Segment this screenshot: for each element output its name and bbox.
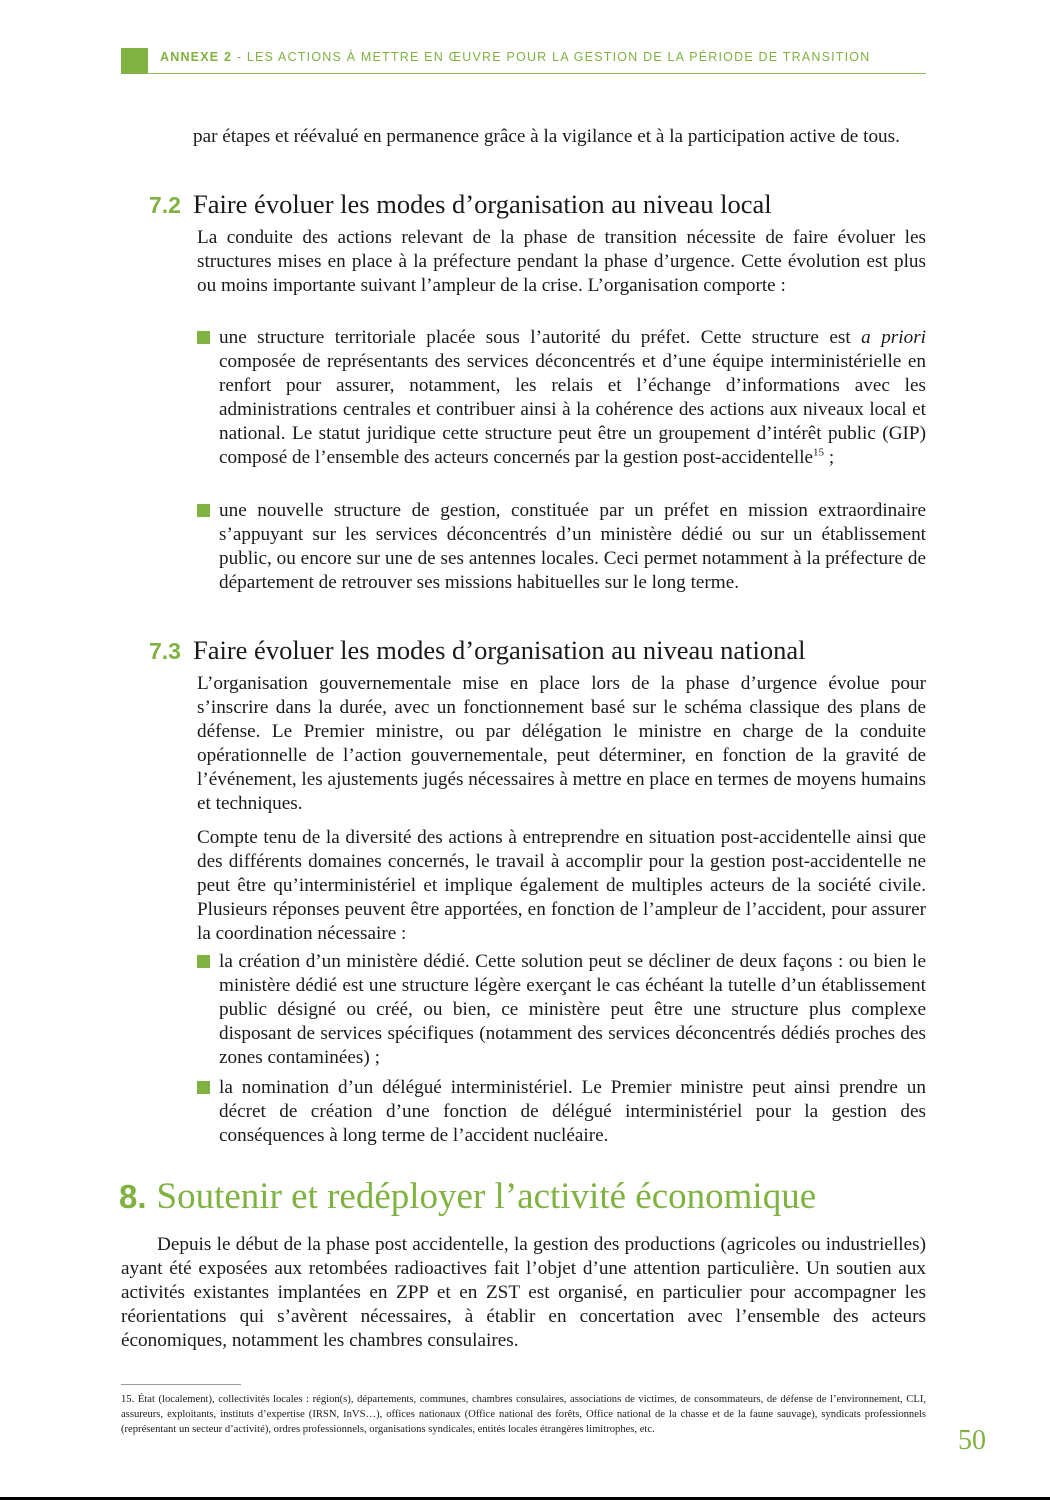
paragraph: Depuis le début de la phase post accidentelle, la gestion des productions (agricoles ou industrielles) ayant été exposées aux retombées radioactives fait l’objet d’une attention particulière. Un soutien aux activités existantes implantées en ZPP et en ZST est organisé, en particulier pour accompagner les réorientations qui s’avèrent nécessaires, à établir en concertation avec l’ensemble des acteurs économiques, notamment les chambres consulaires. — [121, 1234, 926, 1351]
paragraph: Compte tenu de la diversité des actions à entreprendre en situation post-accidentelle ainsi que des différents domaines concernés, le travail à accomplir pour la gestion post-accidentelle ne peut être qu’interministériel et implique également de multiples acteurs de la société civile. Plusieurs réponses peuvent être apportées, en fonction de l’ampleur de l’accident, pour assurer la coordination nécessaire : — [197, 827, 926, 944]
paragraph: L’organisation gouvernementale mise en place lors de la phase d’urgence évolue pour s’inscrire dans la durée, avec un fonctionnement basé sur le schéma classique des plans de défense. Le Premier ministre, ou par délégation le ministre en charge de la conduite opérationnelle de l’action gouvernementale, peut déterminer, en fonction de la gravité de l’événement, les ajustements jugés nécessaires à mettre en place en termes de moyens humains et techniques. — [197, 673, 926, 814]
header-marker — [121, 48, 148, 74]
chapter-heading-8 — [119, 1175, 816, 1218]
bullet-square-icon — [197, 504, 210, 517]
footnote-ref[interactable]: 15 — [813, 446, 825, 459]
list-item-end: ; — [824, 447, 835, 468]
section-title: Faire évoluer les modes d’organisation au niveau local — [192, 189, 772, 219]
footnote: 15. État (localement), collectivités locales : région(s), départements, communes, chambres consulaires, associations de victimes, de consommateurs, de défense de l’environnement, CLI, assureurs, exploitants, instituts d’expertise (IRSN, InVS…), offices nationaux (Office national des forêts, Office national de la chasse et de la faune sauvage), syndicats professionnels (représentant un secteur d’activité), ordres professionnels, organisations syndicales, entités locales étrangères limitrophes, etc. — [121, 1394, 926, 1435]
list-item-italic: a priori — [861, 327, 926, 348]
chapter-title: Soutenir et redéployer l’activité économique — [156, 1176, 817, 1217]
list-item: une nouvelle structure de gestion, constituée par un préfet en mission extraordinaire s’appuyant sur les services déconcentrés d’un ministère dédié ou sur un établissement public, ou encore sur une de ses antennes locales. Ceci permet notamment à la préfecture de département de retrouver ses missions habituelles sur le long terme. — [219, 500, 926, 593]
list-item-text: composée de représentants des services déconcentrés et d’une équipe interministérielle en renfort pour assurer, notamment, les relais et l’échange d’informations avec les administrations centrales et contribuer ainsi à la cohérence des actions aux niveaux local et national. Le statut juridique cette structure peut être un groupement d’intérêt public (GIP) composé de l’ensemble des acteurs concernés par la gestion post-accidentelle — [219, 351, 926, 468]
section-title: Faire évoluer les modes d’organisation au niveau national — [192, 635, 806, 665]
bullet-square-icon — [197, 955, 210, 968]
paragraph: La conduite des actions relevant de la phase de transition nécessite de faire évoluer les structures mises en place à la préfecture pendant la phase d’urgence. Cette évolution est plus ou moins importante suivant l’ampleur de la crise. L’organisation comporte : — [197, 227, 926, 296]
bullet-square-icon — [197, 331, 210, 344]
bullet-square-icon — [197, 1081, 210, 1094]
header-rule — [148, 73, 926, 74]
section-number: 7.2 — [149, 192, 181, 218]
chapter-number: 8. — [119, 1178, 147, 1215]
list-item: la création d’un ministère dédié. Cette solution peut se décliner de deux façons : ou bien le ministère dédié est une structure légère exerçant le cas échéant la tutelle d’un établissement public désigné ou créé, ou bien, ce ministère peut être une structure plus complexe disposant de services spécifiques (notamment des services déconcentrés dédiés proches des zones contaminées) ; — [219, 951, 926, 1068]
page-number: 50 — [958, 1425, 986, 1456]
annex-label: ANNEXE 2 — [160, 50, 233, 64]
section-heading-7-2 — [149, 189, 772, 220]
annex-title: - LES ACTIONS À METTRE EN ŒUVRE POUR LA GESTION DE LA PÉRIODE DE TRANSITION — [236, 50, 871, 64]
footnote-rule — [121, 1384, 241, 1385]
list-item: la nomination d’un délégué interministériel. Le Premier ministre peut ainsi prendre un décret de création d’une fonction de délégué interministériel pour la gestion des conséquences à long terme de l’accident nucléaire. — [219, 1077, 926, 1146]
list-item-text: une structure territoriale placée sous l’autorité du préfet. Cette structure est — [219, 327, 851, 348]
section-number: 7.3 — [149, 638, 181, 664]
section-heading-7-3 — [149, 635, 806, 666]
list-item — [219, 326, 926, 470]
running-header — [160, 50, 870, 64]
intro-paragraph: par étapes et réévalué en permanence grâce à la vigilance et à la participation active de tous. — [193, 126, 900, 147]
